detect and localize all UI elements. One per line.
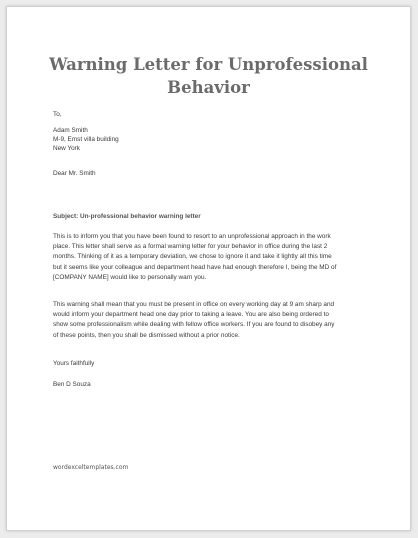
letter-title (7, 53, 410, 99)
recipient-city: New York (53, 145, 80, 152)
recipient-address: M-9, Emst villa building (53, 136, 119, 143)
paragraph-line: of these points, then you shall be dismissed without a prior notice. (53, 331, 240, 339)
recipient-name: Adam Smith (53, 127, 88, 134)
signer-name: Ben D Souza (53, 381, 91, 388)
paragraph-line: would inform your department head one day prior to taking a leave. You are also being ordered to (53, 311, 329, 319)
to-label: To, (53, 111, 62, 118)
paragraph-line: place. This letter shall serve as a formal warning letter for your behavior in office during the last 2 (53, 243, 328, 251)
body-paragraph-2 (53, 300, 373, 341)
paragraph-line: This is to inform you that you have been found to resort to an unprofessional approach in the work (53, 233, 331, 240)
paragraph-line: months. Thinking of it as a temporary deviation, we chose to ignore it and take it lightly all this time (53, 253, 332, 261)
footer-site-link[interactable]: wordexceltemplates.com (53, 464, 129, 471)
subject-line: Subject: Un-professional behavior warning letter (53, 213, 201, 220)
paragraph-line: but it seems like your colleague and department head have had enough therefore I, being the MD of (53, 263, 337, 271)
title-line-2: Behavior (167, 78, 250, 97)
recipient-address-block (53, 126, 119, 153)
salutation: Dear Mr. Smith (53, 170, 96, 177)
paragraph-line: This warning shall mean that you must be present in office on every working day at 9 am sharp and (53, 301, 335, 308)
title-line-1: Warning Letter for Unprofessional (49, 55, 368, 74)
closing-line: Yours faithfully (53, 360, 95, 367)
paragraph-line: show some professionalism while dealing with fellow office workers. If you are found to disobey any (53, 321, 335, 329)
letter-page (6, 6, 411, 531)
paragraph-line: [COMPANY NAME] would like to personally warn you. (53, 273, 207, 281)
body-paragraph-1 (53, 232, 373, 283)
